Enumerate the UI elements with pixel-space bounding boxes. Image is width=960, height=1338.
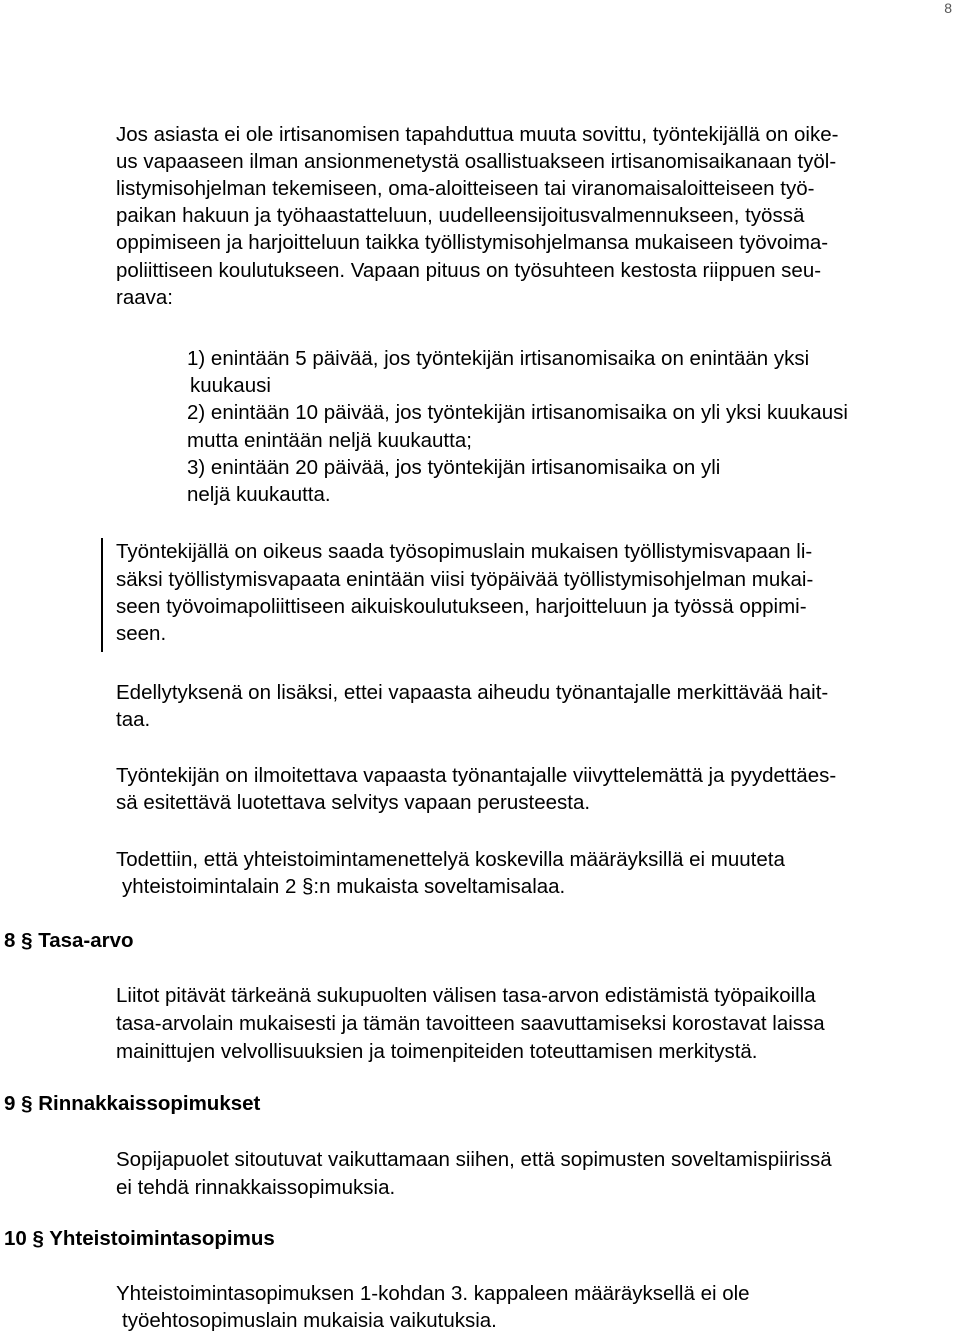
text-line: Jos asiasta ei ole irtisanomisen tapahduttua muuta sovittu, työntekijällä on oike- [116, 123, 839, 146]
text-line: tasa-arvolain mukaisesti ja tämän tavoitteen saavuttamiseksi korostavat laissa [116, 1012, 825, 1035]
text-line: seen työvoimapoliittiseen aikuiskoulutukseen, harjoitteluun ja työssä oppimi- [116, 595, 807, 618]
page-number: 8 [944, 0, 952, 16]
text-line: mainittujen velvollisuuksien ja toimenpiteiden toteuttamisen merkitystä. [116, 1040, 758, 1063]
text-line: ei tehdä rinnakkaissopimuksia. [116, 1176, 396, 1199]
text-line: oppimiseen ja harjoitteluun taikka työllistymisohjelmansa mukaiseen työvoima- [116, 231, 829, 254]
text-line: paikan hakuun ja työhaastatteluun, uudelleensijoitusvalmennukseen, työssä [116, 204, 805, 227]
list-item-continuation: mutta enintään neljä kuukautta; [187, 429, 472, 452]
list-item: 3) enintään 20 päivää, jos työntekijän irtisanomisaika on yli [187, 456, 721, 479]
revision-change-bar [101, 538, 103, 652]
text-line: poliittiseen koulutukseen. Vapaan pituus on työsuhteen kestosta riippuen seu- [116, 259, 822, 282]
text-line: Liitot pitävät tärkeänä sukupuolten välisen tasa-arvon edistämistä työpaikoilla [116, 984, 816, 1007]
text-line: sä esitettävä luotettava selvitys vapaan perusteesta. [116, 791, 591, 814]
list-item-continuation: kuukausi [190, 374, 271, 397]
text-line: seen. [116, 622, 167, 645]
section-heading-cooperation-agreement: 10 § Yhteistoimintasopimus [4, 1227, 275, 1250]
text-line: us vapaaseen ilman ansionmenetystä osallistuakseen irtisanomisaikanaan työl- [116, 150, 837, 173]
text-line: työehtosopimuslain mukaisia vaikutuksia. [122, 1309, 497, 1332]
list-item-continuation: neljä kuukautta. [187, 483, 331, 506]
text-line: Todettiin, että yhteistoimintamenettelyä koskevilla määräyksillä ei muuteta [116, 848, 785, 871]
text-line: taa. [116, 708, 151, 731]
text-line: Työntekijän on ilmoitettava vapaasta työnantajalle viivyttelemättä ja pyydettäes- [116, 764, 837, 787]
text-line: raava: [116, 286, 173, 309]
section-heading-equality: 8 § Tasa-arvo [4, 929, 134, 952]
text-line: säksi työllistymisvapaata enintään viisi työpäivää työllistymisohjelman mukai- [116, 568, 814, 591]
text-line: Yhteistoimintasopimuksen 1-kohdan 3. kappaleen määräyksellä ei ole [116, 1282, 750, 1305]
text-line: listymisohjelman tekemiseen, oma-aloitteiseen tai viranomaisaloitteiseen työ- [116, 177, 815, 200]
text-line: yhteistoimintalain 2 §:n mukaista soveltamisalaa. [122, 875, 566, 898]
list-item: 1) enintään 5 päivää, jos työntekijän irtisanomisaika on enintään yksi [187, 347, 810, 370]
text-line: Edellytyksenä on lisäksi, ettei vapaasta aiheudu työnantajalle merkittävää hait- [116, 681, 829, 704]
text-line: Sopijapuolet sitoutuvat vaikuttamaan siihen, että sopimusten soveltamispiirissä [116, 1148, 832, 1171]
section-heading-parallel-agreements: 9 § Rinnakkaissopimukset [4, 1092, 261, 1115]
text-line: Työntekijällä on oikeus saada työsopimuslain mukaisen työllistymisvapaan li- [116, 540, 813, 563]
list-item: 2) enintään 10 päivää, jos työntekijän irtisanomisaika on yli yksi kuukausi [187, 401, 848, 424]
